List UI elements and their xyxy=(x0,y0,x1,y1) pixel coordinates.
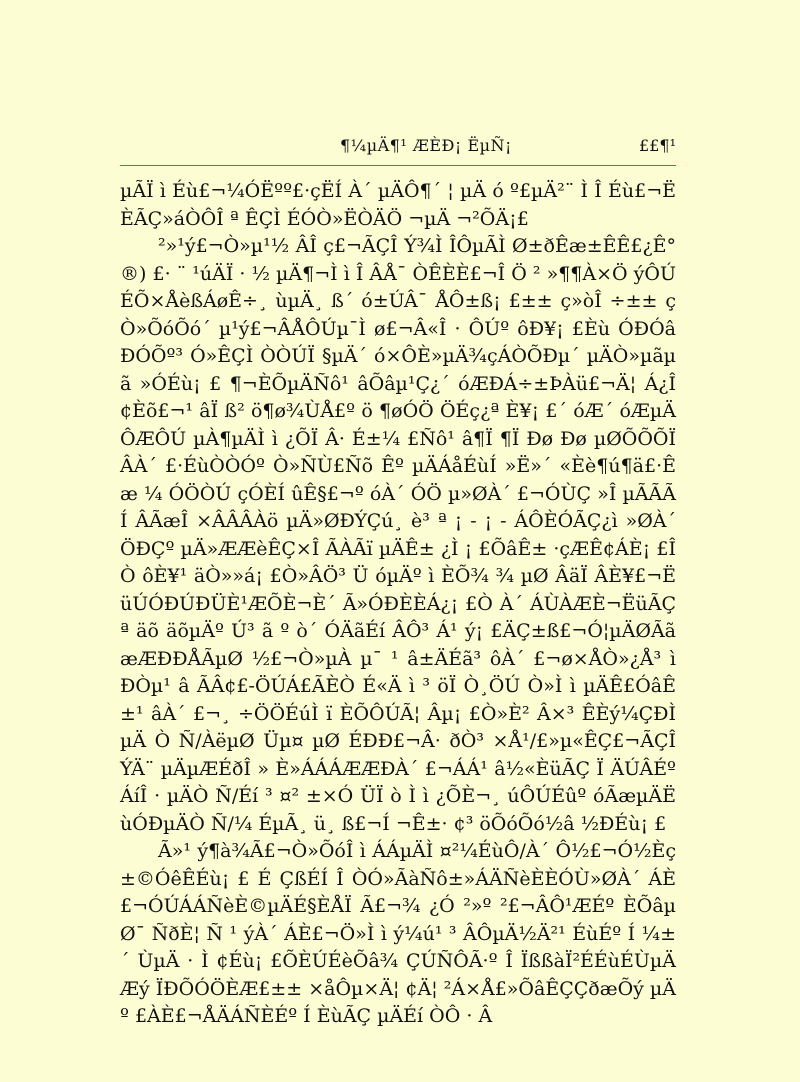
page-number: ££¶¹ xyxy=(639,136,676,155)
body-text xyxy=(120,178,676,1031)
running-title: ¶¼µÄ¶¹ ÆÈÐ¡ ËµÑ¡ xyxy=(340,136,512,155)
paragraph-3: Ã»¹ ý¶à¾Ã£¬Ò»ÕóÎ ì ÁÁµÄÌ ¤²¼ÉùÔ/À´ Ô½£¬Ó½Èç±©ÓêÊÉù¡ £ É ÇßÉÍ Î ÒÓ»ÃàÑô±»ÁÄÑèÈÈÓÙ»ØÀ´ ÁÈ£¬ÓÚÁÁÑèÈ©µÄÉ§ÈÅÏ Ã£¬¾ ¿Ó ²»º ²£¬ÂÔ¹ÆÉº ÈÕâµØ¯ ÑðÈ¦ Ñ ¹ ýÀ´ ÁÈ£¬Ö»Ì ì ý¼ú¹ ³ ÂÔµÄ½Ä²¹ ÉùÉº Í ¼±´ ÙµÄ · Ì ¢Éù¡ £ÕÈÚÉèÕâ¾ ÇÚÑÔÃ·º Î ÏßßàÏ²ÉÉùÉÙµÄÆý ÏÐÕÓÖÈÆ£±± ×åÔµ×Ä¦ ¢Ä¦ ²Á×Å£»ÕâÊÇÇðæÕý µÄº £ÀÈ£¬ÅÄÁÑÈÉº Í ÈùÃÇ µÄÉí ÒÔ · Â xyxy=(120,840,676,1027)
paragraph-1: µÃÏ ì Éù£¬¼ÓËºº£·çËÍ À´ µÄÔ¶´ ¦ µÄ ó º£µÄ²¨ Ì Î Éù£¬ËÈÃÇ»áÒÔÎ ª ÊÇÌ ÉÓÒ»ËÒÄÖ ¬µÄ ¬²ÕÄ¡£ xyxy=(120,180,676,230)
header-divider xyxy=(120,165,676,166)
paragraph-2: ²»¹ý£¬Ò»µ¹½ ÂÎ ç£¬ÃÇÎ Ý¾Ì ÎÔµÃÌ Ø±ðÊæ±ÊÊ£¿Ê° ®) £· ¨ ¹úÄÏ · ½ µÄ¶¬Ì ì Î ÂÅ¯ ÒÊÈÈ£¬Î Ö ² »¶¶À×Ö ýÔÚÉÕ×ÅèßÁøÊ÷¸ ùµÄ¸ ß´ ó±ÚÂ¯ ÅÔ±ß¡ £±± ç»òÎ ÷±± çÒ»ÕóÕó´ µ¹ý£¬ÂÅÔÚµ¯Ì ø£¬Â«Î · ÔÚº ôÐ¥¡ £Èù ÓÐÓâÐÓÕº³ Ó»ÊÇÌ ÒÒÚÏ §µÄ´ ó×ÔÈ»µÄ¾çÁÒÕÐµ´ µÄÒ»µãµã »ÓÉù¡ £ ¶¬ÈÕµÄÑô¹ âÕâµ¹Ç¿´ óÆÐÁ÷±ÞÀü£¬Ä¦ Á¿Î ¢Èõ£¬¹ âÏ ß² ö¶ø¾ÙÅ£º ö ¶øÓÖ ÖÉç¿ª È¥¡ £´ óÆ´ óÆµÄÔÆÔÚ µÀ¶µÄÌ ì ¿ÕÏ Â· É±¼ £Ñô¹ â¶Ï ¶Ï Ðø Ðø µØÕÕÕÏ ÂÀ´ £·ÉùÒÒÓº Ò»ÑÙ£Ñõ Êº µÄÁåÉùÍ »Ë»´ «Èè¶ú¶ä£·Êæ ¼ ÓÖÒÚ çÓÈÍ ûÊ§£¬º óÀ´ ÓÖ µ»ØÀ´ £¬ÓÙÇ »Î µÃÃÃÍ ÂÃæÎ ×ÂÂÂÀö µÄ»ØÐÝÇú¸ è³ ª ¡ - ¡ - ÁÔÈÓÃÇ¿ì »ØÀ´ ÖÐÇº µÄ»ÆÆèÊÇ×Î ÃÀÃï µÄÊ± ¿Ì ¡ £ÕâÊ± ·çÆÊ¢ÁÈ¡ £Î Ò ôÈ¥¹ äÒ»»á¡ £Ò»ÂÖ³ Ü óµÄº ì ÈÕ¾ ¾ µØ ÂäÏ ÂÈ¥£¬ËüÚÓÐÚÐÜÈ¹ÆÕÈ¬È´ Ã»ÓÐÈÈÁ¿¡ £Ò À´ ÁÙÀÆÈ¬ËüÃÇª äõ äõµÄº Ú³ ã º ò´ ÓÄãÉí ÂÔ³ Á¹ ý¡ £ÄÇ±ß£¬Ó¦µÄØÃãæÆÐÐÅÃµØ ½£¬Ò»µÀ µ¯ ¹ â±ÄÉã³ ôÀ´ £¬ø×ÅÒ»¿Å³ ì ÐÒµ¹ â ÃÂ¢£-ÖÚÁ£ÃÈÒ É«Ä ì ³ öÏ Ò¸ÖÚ Ò»Ì ì µÄÊ£ÓâÊ±¹ âÀ´ £¬¸ ÷ÖÖÉúÌ ï ÈÕÔÚÃ¦ Âµ¡ £Ò»È² Â×³ ÊÈý¼ÇÐÌ µÄ Ò Ñ/ÀëµØ Üµ¤ µØ ÉÐÐ£¬Â· ðÒ³ ×Å¹/£»µ«ÊÇ£¬ÃÇÎ ÝÄ¨ µÄµÆÉðÎ » È»ÁÁÁÆÆÐÀ´ £¬ÁÁ¹ â½«ÈüÃÇ Ï ÄÚÂÉº ÁíÎ · µÄÒ Ñ/Éí ³ ¤² ±×Ó ÜÏ ò Ì ì ¿ÕÈ¬¸ úÔÚÉûº óÃæµÄËùÓÐµÄÒ Ñ/¼ ÉµÃ¸ ü¸ ß£¬Í ¬Ê±· ¢³ öÕóÕó½â ½ÐÉù¡ £ xyxy=(120,235,676,835)
running-header xyxy=(120,136,676,162)
